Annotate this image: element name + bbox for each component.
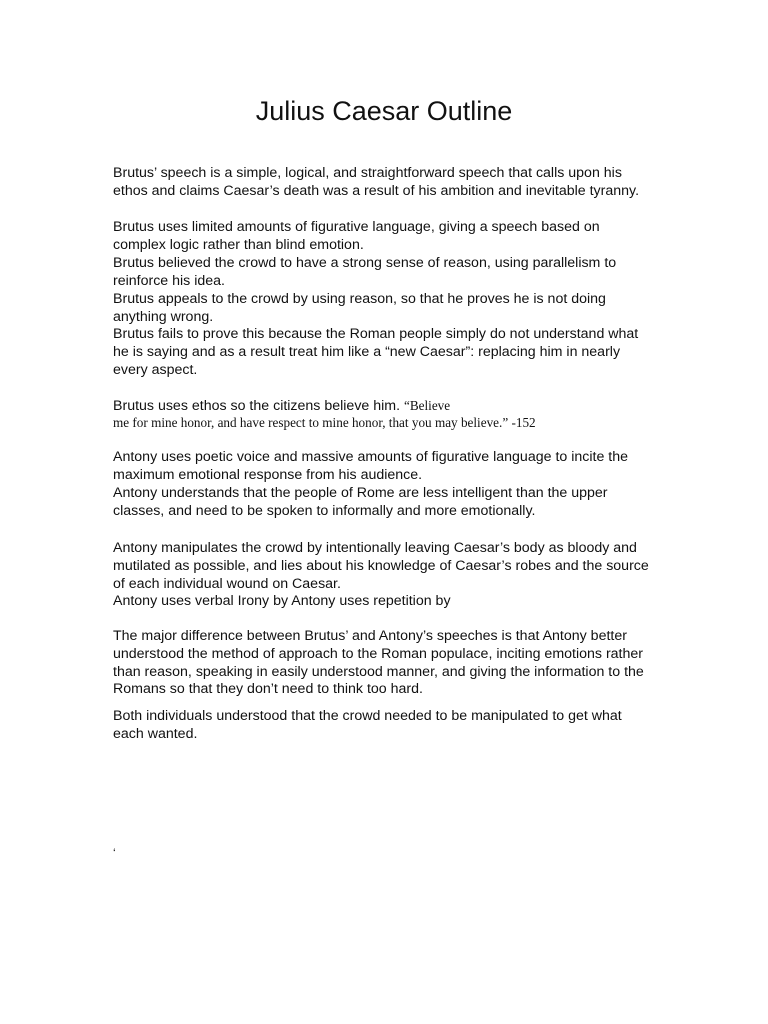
antony-point-1: Antony uses poetic voice and massive amounts of figurative language to incite the maximum emotional response from his audience.: [113, 449, 628, 483]
comparison-paragraph: The major difference between Brutus’ and Antony’s speeches is that Antony better understood the method of approach to the Roman populace, inciting emotions rather than reason, speaking in easily understood manner, and giving the information to the Romans so that they don’t need to think too hard.: [113, 628, 644, 698]
brutus-point-4: Brutus appeals to the crowd by using reason, so that he proves he is not doing anything wrong.: [113, 291, 606, 325]
ethos-quote-start: “Believe: [404, 398, 451, 413]
conclusion-paragraph: Both individuals understood that the crowd needed to be manipulated to get what each wanted.: [113, 708, 622, 742]
brutus-point-2: Brutus uses limited amounts of figurative language, giving a speech based on complex logic rather than blind emotion.: [113, 219, 600, 253]
page-title: Julius Caesar Outline: [255, 96, 513, 126]
brutus-point-3: Brutus believed the crowd to have a strong sense of reason, using parallelism to reinforce his idea.: [113, 255, 617, 289]
ethos-quote-continuation: me for mine honor, and have respect to mine honor, that you may believe.” -152: [113, 415, 536, 430]
stray-mark: ‘: [113, 846, 116, 860]
antony-point-3: Antony manipulates the crowd by intentionally leaving Caesar’s body as bloody and mutilated as possible, and lies about his knowledge of Caesar’s robes and the source of each individual wound on Caesar.: [113, 540, 649, 592]
ethos-paragraph: [113, 397, 673, 416]
antony-point-2: Antony understands that the people of Rome are less intelligent than the upper classes, and need to be spoken to informally and more emotionally.: [113, 485, 608, 519]
brutus-point-5: Brutus fails to prove this because the Roman people simply do not understand what he is saying and as a result treat him like a “new Caesar”: replacing him in nearly every aspect.: [113, 326, 639, 378]
antony-point-4: Antony uses verbal Irony by Antony uses repetition by: [113, 593, 451, 609]
brutus-point-1: Brutus’ speech is a simple, logical, and straightforward speech that calls upon his ethos and claims Caesar’s death was a result of his ambition and inevitable tyranny.: [113, 165, 640, 199]
ethos-lead: Brutus uses ethos so the citizens believe him.: [113, 398, 404, 414]
